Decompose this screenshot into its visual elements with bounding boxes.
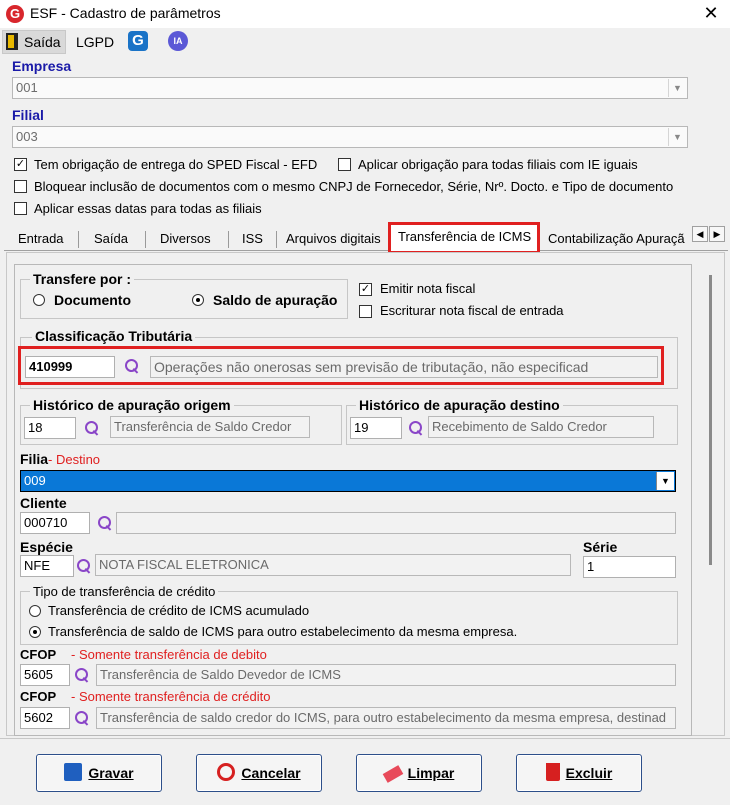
filial-label: Filial — [12, 107, 44, 123]
save-icon — [64, 763, 82, 781]
aplicar-filiais-checkbox[interactable] — [338, 158, 351, 171]
search-icon[interactable] — [76, 558, 92, 574]
bloquear-checkbox[interactable] — [14, 180, 27, 193]
sped-checkbox[interactable]: ✓ — [15, 158, 26, 170]
classificacao-code-input[interactable]: 410999 — [25, 356, 115, 378]
tab-separator — [276, 231, 277, 248]
filial-destino-select[interactable] — [20, 470, 676, 492]
credito-acumulado-label: Transferência de crédito de ICMS acumulado — [48, 603, 310, 618]
close-button[interactable]: ✕ — [703, 3, 719, 23]
excluir-button[interactable] — [516, 754, 642, 792]
filial-combo[interactable] — [12, 126, 688, 148]
especie-description: NOTA FISCAL ELETRONICA — [95, 554, 571, 576]
cliente-description — [116, 512, 676, 534]
tab-diversos[interactable]: Diversos — [160, 231, 211, 246]
gravar-button[interactable] — [36, 754, 162, 792]
tab-contabilizacao[interactable]: Contabilização Apuraçã — [548, 231, 685, 246]
classificacao-title: Classificação Tributária — [32, 328, 195, 344]
menu-lgpd[interactable]: LGPD — [76, 34, 115, 50]
radio-saldo-icms[interactable] — [29, 626, 41, 638]
serie-label: Série — [583, 539, 618, 555]
chevron-down-icon[interactable]: ▼ — [668, 128, 686, 146]
eraser-icon — [382, 765, 403, 783]
aplicar-filiais-label: Aplicar obrigação para todas filiais com IE iguais — [358, 157, 638, 172]
empresa-value: 001 — [16, 80, 38, 95]
search-icon[interactable] — [97, 515, 113, 531]
cfop-credito-note: - Somente transferência de crédito — [71, 689, 271, 704]
empresa-label: Empresa — [12, 58, 72, 74]
filial-destino-label-text: Filia — [20, 451, 49, 467]
search-icon[interactable] — [408, 420, 424, 436]
tab-arquivos-digitais[interactable]: Arquivos digitais — [286, 231, 381, 246]
bloquear-label: Bloquear inclusão de documentos com o mesmo CNPJ de Fornecedor, Série, Nrº. Docto. e Tipo de documento — [34, 179, 674, 194]
saldo-apuracao-label: Saldo de apuração — [213, 292, 338, 308]
vertical-scrollbar[interactable] — [709, 275, 712, 565]
empresa-combo[interactable] — [12, 77, 688, 99]
tab-next-icon[interactable]: ▶ — [709, 226, 725, 242]
saldo-icms-label: Transferência de saldo de ICMS para outro estabelecimento da mesma empresa. — [48, 624, 518, 639]
tab-separator — [145, 231, 146, 248]
tab-transferencia-icms-label[interactable]: Transferência de ICMS — [398, 229, 532, 244]
emitir-nf-label: Emitir nota fiscal — [380, 281, 476, 296]
limpar-label: Limpar — [407, 765, 455, 781]
filial-value: 003 — [16, 129, 38, 144]
filial-destino-label — [20, 451, 100, 467]
window-title: ESF - Cadastro de parâmetros — [30, 5, 221, 21]
search-icon[interactable] — [74, 667, 90, 683]
limpar-button[interactable] — [356, 754, 482, 792]
trash-icon — [546, 763, 560, 781]
cfop-debito-note: - Somente transferência de debito — [71, 647, 267, 662]
historico-origem-code-input[interactable]: 18 — [24, 417, 76, 439]
tab-iss[interactable]: ISS — [242, 231, 263, 246]
filial-destino-value: 009 — [24, 473, 46, 488]
emitir-nf-checkbox[interactable]: ✓ — [360, 283, 371, 295]
app-logo-icon: G — [6, 5, 24, 23]
tab-saida[interactable]: Saída — [94, 231, 128, 246]
gravar-label: Gravar — [88, 765, 134, 781]
cfop-credito-label: CFOP — [20, 689, 57, 704]
exit-door-icon — [6, 33, 18, 50]
escriturar-checkbox[interactable] — [359, 305, 372, 318]
excluir-label: Excluir — [565, 765, 613, 781]
classificacao-description: Operações não onerosas sem previsão de tributação, não especificad — [150, 356, 658, 378]
sped-label: Tem obrigação de entrega do SPED Fiscal - EFD — [34, 157, 318, 172]
tab-separator — [78, 231, 79, 248]
cancel-icon — [217, 763, 235, 781]
tab-entrada[interactable]: Entrada — [18, 231, 64, 246]
cfop-debito-input[interactable]: 5605 — [20, 664, 70, 686]
tabs-baseline — [4, 250, 728, 251]
escriturar-label: Escriturar nota fiscal de entrada — [380, 303, 564, 318]
cliente-label: Cliente — [20, 495, 67, 511]
cfop-credito-input[interactable]: 5602 — [20, 707, 70, 729]
search-icon[interactable] — [74, 710, 90, 726]
aplicar-datas-checkbox[interactable] — [14, 202, 27, 215]
historico-destino-description: Recebimento de Saldo Credor — [428, 416, 654, 438]
historico-origem-description: Transferência de Saldo Credor — [110, 416, 310, 438]
g-app-icon[interactable]: G — [128, 31, 148, 51]
ia-assistant-icon[interactable]: IA — [168, 31, 188, 51]
historico-origem-title: Histórico de apuração origem — [30, 397, 234, 413]
documento-label: Documento — [54, 292, 131, 308]
cfop-debito-label: CFOP — [20, 647, 57, 662]
tab-separator — [228, 231, 229, 248]
cancelar-button[interactable] — [196, 754, 322, 792]
cancelar-label: Cancelar — [241, 765, 301, 781]
radio-documento[interactable] — [33, 294, 45, 306]
especie-label: Espécie — [20, 539, 73, 555]
radio-saldo-apuracao[interactable] — [192, 294, 204, 306]
search-icon[interactable] — [84, 420, 100, 436]
filial-destino-suffix: - Destino — [48, 452, 101, 467]
menu-saida-label[interactable]: Saída — [24, 34, 61, 50]
tipo-transferencia-title: Tipo de transferência de crédito — [30, 584, 218, 599]
especie-code-input[interactable]: NFE — [20, 555, 74, 577]
aplicar-datas-label: Aplicar essas datas para todas as filiais — [34, 201, 262, 216]
tab-prev-icon[interactable]: ◀ — [692, 226, 708, 242]
historico-destino-code-input[interactable]: 19 — [350, 417, 402, 439]
radio-credito-acumulado[interactable] — [29, 605, 41, 617]
historico-destino-title: Histórico de apuração destino — [356, 397, 563, 413]
cliente-code-input[interactable]: 000710 — [20, 512, 90, 534]
cfop-credito-description: Transferência de saldo credor do ICMS, para outro estabelecimento da mesma empresa, destinad — [96, 707, 676, 729]
chevron-down-icon[interactable]: ▼ — [656, 472, 674, 490]
footer-divider — [0, 738, 730, 739]
search-icon[interactable] — [124, 358, 140, 374]
serie-input[interactable]: 1 — [583, 556, 676, 578]
transfere-title: Transfere por : — [30, 271, 134, 287]
chevron-down-icon[interactable]: ▼ — [668, 79, 686, 97]
cfop-debito-description: Transferência de Saldo Devedor de ICMS — [96, 664, 676, 686]
